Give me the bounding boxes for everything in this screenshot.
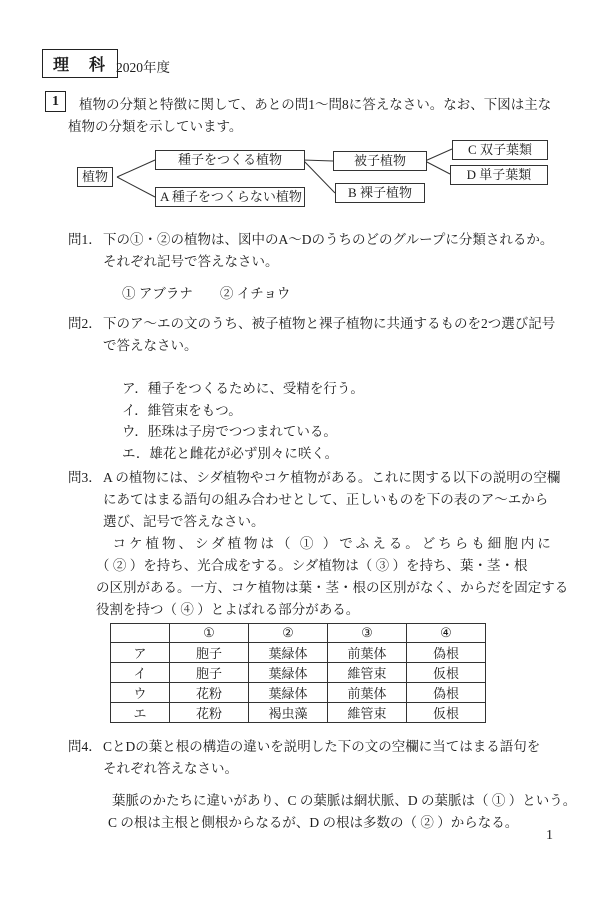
table-cell: 前葉体 [328, 643, 407, 663]
question1-options: ① アブラナ ② イチョウ [122, 286, 291, 301]
table-cell: 偽根 [407, 643, 486, 663]
question3-passage-line: （ ② ）を持ち、光合成をする。シダ植物は（ ③ ）を持ち、葉・茎・根 [96, 558, 528, 573]
table-cell: 前葉体 [328, 683, 407, 703]
question3-passage-line: コケ植物、シダ植物は（ ① ）でふえる。どちらも細胞内に [96, 536, 554, 551]
question2-line [68, 313, 580, 334]
question2-choice-a: ア．種子をつくるために、受精を行う。 [122, 381, 364, 396]
question1-line [68, 229, 580, 250]
question4-line [68, 736, 580, 757]
intro-line: 植物の分類と特徴に関して、あとの問1～問8に答えなさい。なお、下図は主な [79, 97, 552, 112]
question2-choice-u: ウ．胚珠は子房でつつまれている。 [122, 424, 337, 439]
question2-line: で答えなさい。 [103, 338, 198, 353]
page-number: 1 [546, 828, 553, 843]
table-cell: 花粉 [170, 683, 249, 703]
table-cell: 花粉 [170, 703, 249, 723]
question4-text: CとDの葉と根の構造の違いを説明した下の文の空欄に当てはまる語句を [103, 739, 541, 754]
diagram-node-monocot: D 単子葉類 [450, 165, 548, 185]
table-cell: ア [111, 643, 170, 663]
table-header-cell [111, 624, 170, 643]
table-cell: 維管束 [328, 663, 407, 683]
subject-title: 理 科 [53, 57, 108, 74]
diagram-node-seed-plants: 種子をつくる植物 [155, 150, 305, 170]
diagram-node-dicot: C 双子葉類 [452, 140, 548, 160]
question3-text: A の植物には、シダ植物やコケ植物がある。これに関する以下の説明の空欄 [103, 470, 561, 485]
table-cell: ウ [111, 683, 170, 703]
table-cell: 葉緑体 [249, 643, 328, 663]
table-row [111, 703, 486, 723]
problem-number-box [45, 91, 66, 112]
subject-title-box [42, 49, 118, 78]
table-header-cell: ① [170, 624, 249, 643]
problem-number: 1 [52, 94, 59, 109]
diagram-node-non-seed-plants: A 種子をつくらない植物 [155, 187, 305, 207]
question4-passage-line: C の根は主根と側根からなるが、D の根は多数の（ ② ）からなる。 [108, 815, 519, 830]
intro-line: 植物の分類を示しています。 [68, 119, 243, 134]
question4-label: 問4． [68, 739, 102, 754]
table-cell: 仮根 [407, 703, 486, 723]
diagram-node-plant: 植物 [77, 167, 113, 187]
table-header-cell: ③ [328, 624, 407, 643]
table-row [111, 683, 486, 703]
question2-label: 問2． [68, 316, 102, 331]
question3-passage-line: の区別がある。一方、コケ植物は葉・茎・根の区別がなく、からだを固定する [96, 580, 569, 595]
table-cell: 偽根 [407, 683, 486, 703]
question3-passage-line: 役割を持つ（ ④ ）とよばれる部分がある。 [96, 602, 360, 617]
question2-choice-i: イ．維管束をもつ。 [122, 403, 242, 418]
table-header-row [111, 624, 486, 643]
table-row [111, 663, 486, 683]
table-cell: エ [111, 703, 170, 723]
question1-line: それぞれ記号で答えなさい。 [103, 254, 279, 269]
question3-line: 選び、記号で答えなさい。 [103, 514, 265, 529]
table-cell: 胞子 [170, 663, 249, 683]
diagram-node-gymnosperm: B 裸子植物 [335, 183, 425, 203]
diagram-node-angiosperm: 被子植物 [333, 151, 427, 171]
table-header-cell: ④ [407, 624, 486, 643]
question3-label: 問3． [68, 470, 102, 485]
table-cell: 胞子 [170, 643, 249, 663]
question3-line: にあてはまる語句の組み合わせとして、正しいものを下の表のア～エから [103, 492, 549, 507]
plant-classification-diagram [0, 140, 600, 218]
table-cell: 維管束 [328, 703, 407, 723]
table-header-cell: ② [249, 624, 328, 643]
table-cell: 褐虫藻 [249, 703, 328, 723]
table-cell: 葉緑体 [249, 663, 328, 683]
table-row [111, 643, 486, 663]
table-cell: イ [111, 663, 170, 683]
table-cell: 仮根 [407, 663, 486, 683]
table-cell: 葉緑体 [249, 683, 328, 703]
question2-choice-e: エ．雄花と雌花が必ず別々に咲く。 [122, 446, 339, 461]
question3-line [68, 467, 580, 488]
question1-label: 問1． [68, 232, 102, 247]
year-label: 2020年度 [116, 60, 170, 75]
question1-text: 下の①・②の植物は、図中のA～Dのうちのどのグループに分類されるか。 [103, 232, 554, 247]
answer-combination-table [110, 623, 486, 723]
question2-text: 下のア～エの文のうち、被子植物と裸子植物に共通するものを2つ選び記号 [103, 316, 556, 331]
question4-passage-line: 葉脈のかたちに違いがあり、C の葉脈は網状脈、D の葉脈は（ ① ）という。 [112, 793, 577, 808]
question4-line: それぞれ答えなさい。 [103, 761, 238, 776]
